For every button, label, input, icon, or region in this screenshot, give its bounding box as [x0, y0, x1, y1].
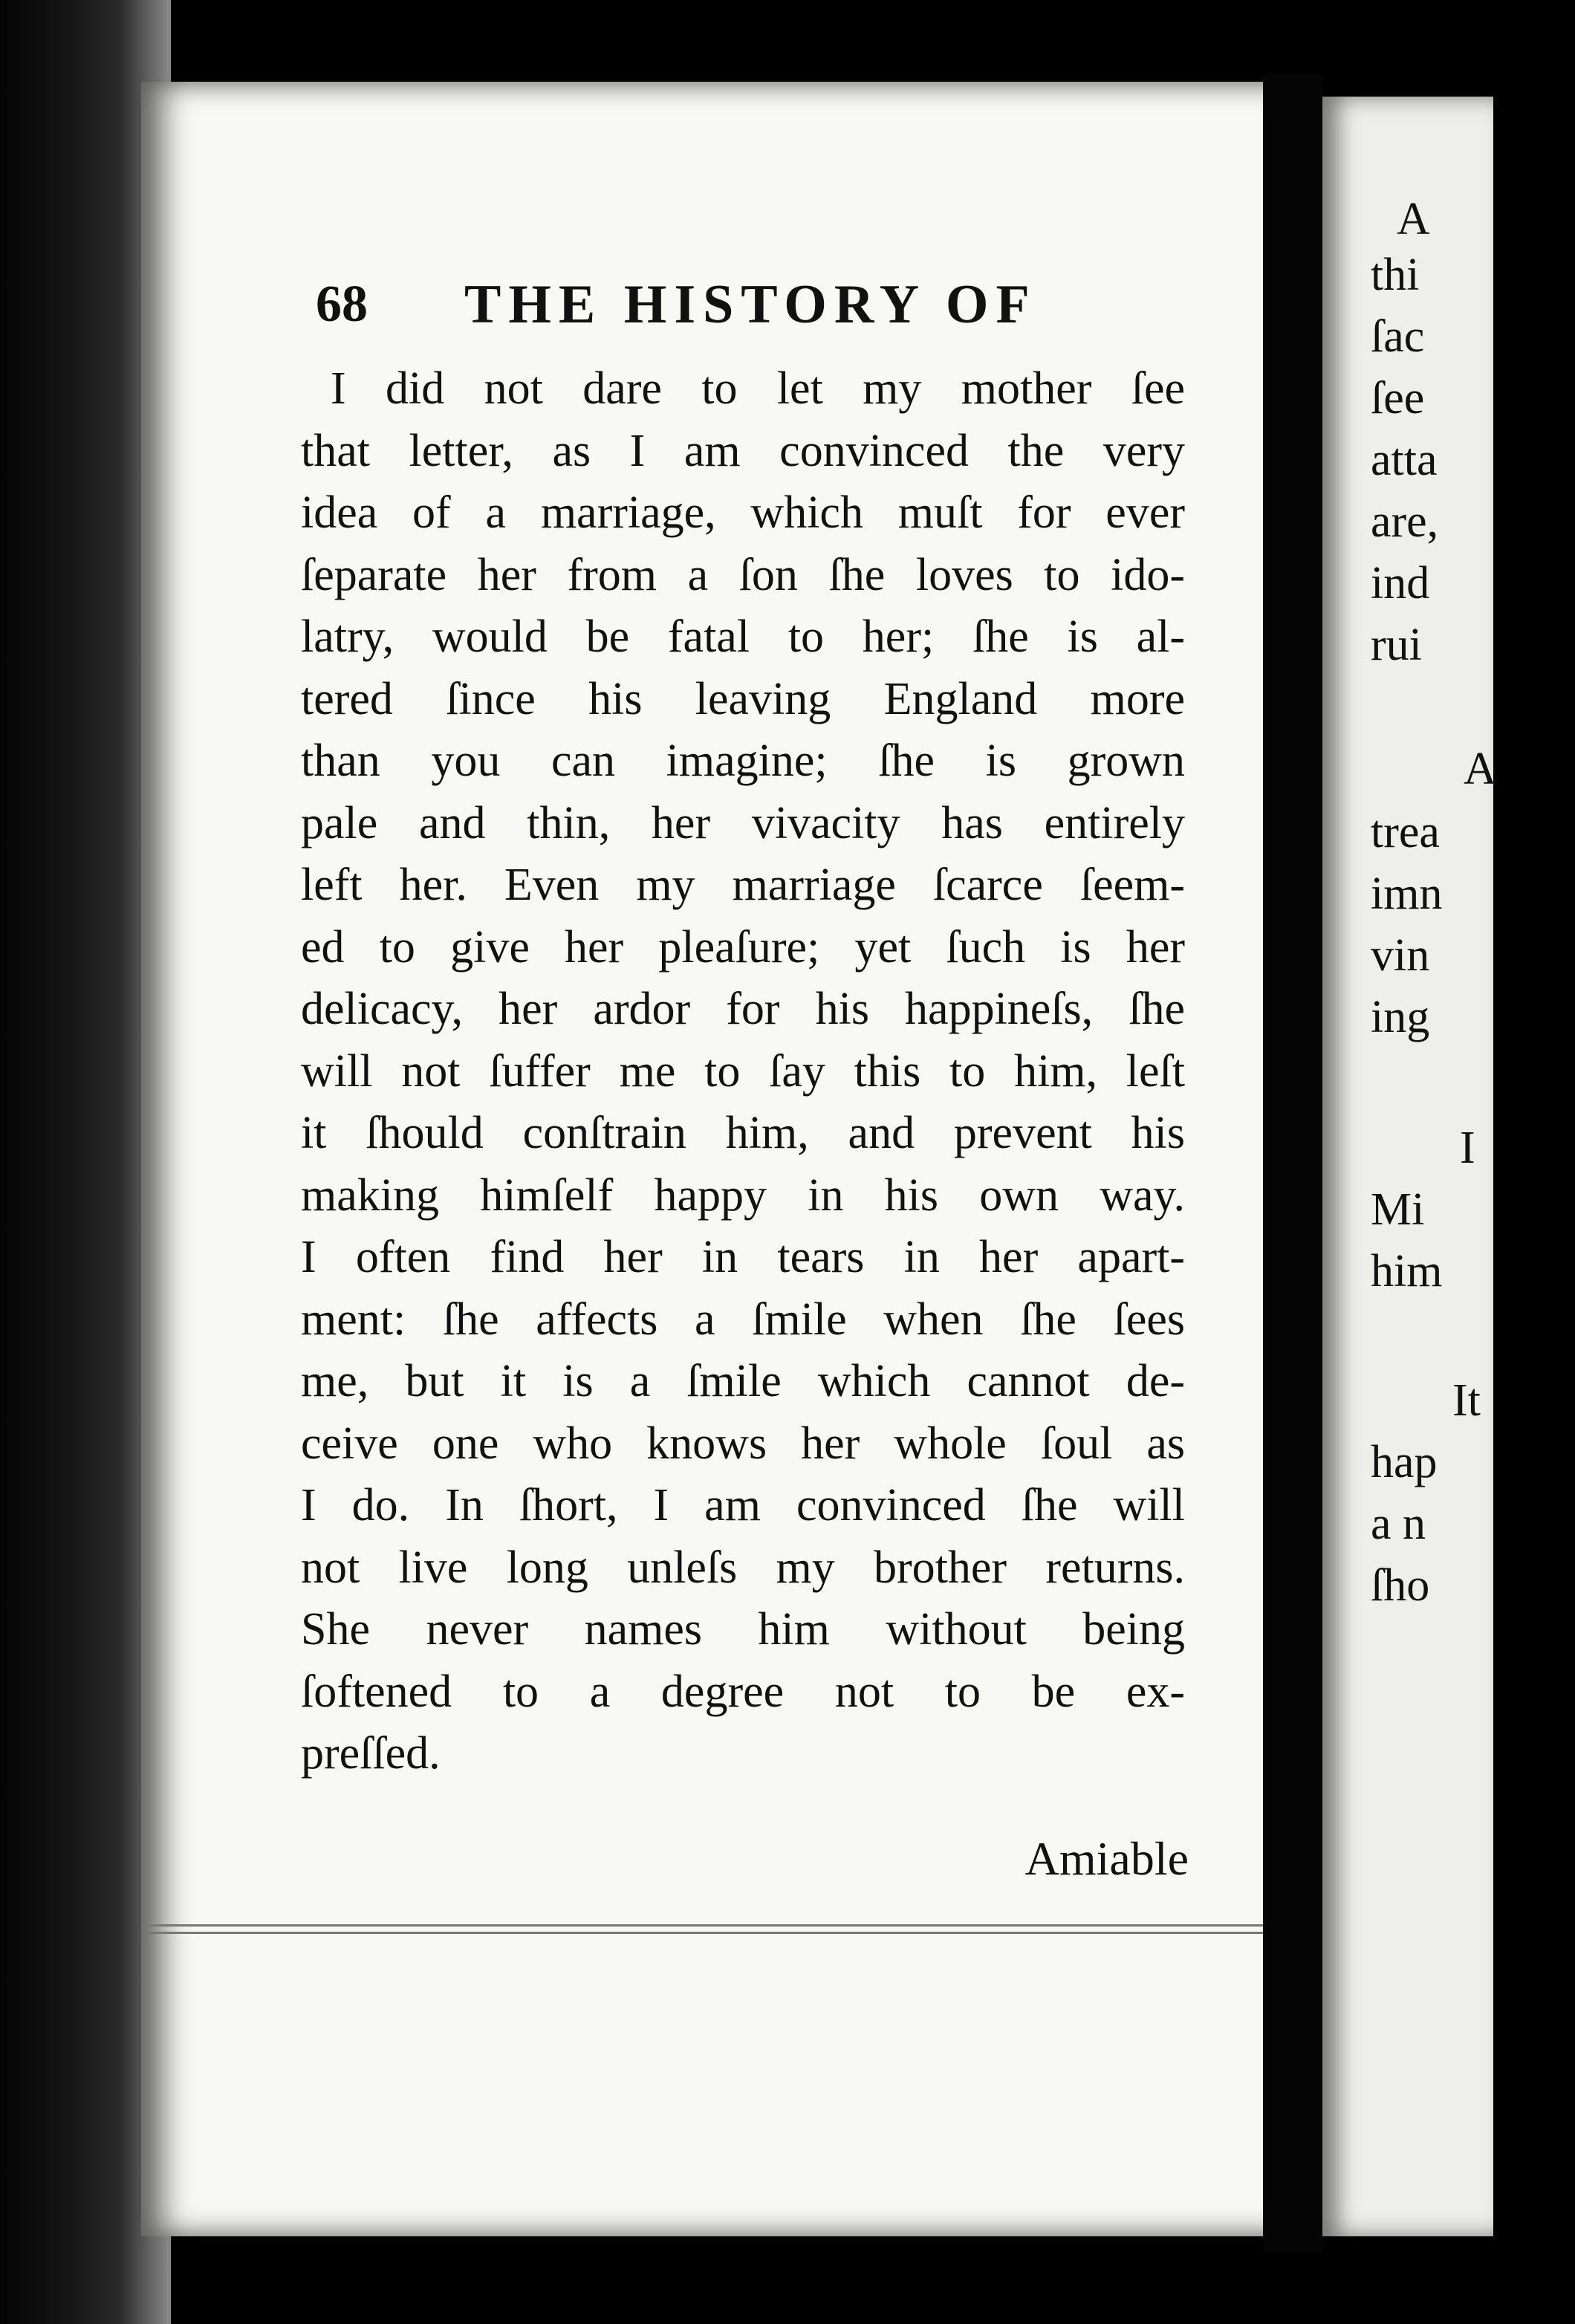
text-line: preſſed.	[301, 1728, 441, 1779]
facing-line: ſho	[1371, 1560, 1430, 1611]
facing-line: atta	[1371, 435, 1438, 485]
text-line: ſoftened to a degree not to be ex-	[301, 1666, 1185, 1717]
facing-line: Mi	[1371, 1184, 1425, 1235]
text-line: latry, would be fatal to her; ſhe is al-	[301, 611, 1185, 662]
facing-line: are,	[1371, 496, 1439, 547]
text-line: She never names him without being	[301, 1604, 1185, 1655]
facing-line: rui	[1371, 620, 1422, 670]
text-line: tered ſince his leaving England more	[301, 673, 1185, 724]
facing-line: ſee	[1371, 373, 1425, 423]
facing-line: A	[1397, 194, 1430, 244]
facing-line: vin	[1371, 930, 1430, 981]
text-line: will not ſuffer me to ſay this to him, leſt	[301, 1045, 1185, 1097]
facing-line: imn	[1371, 869, 1443, 919]
text-line: I often find her in tears in her apart-	[301, 1232, 1185, 1282]
text-line: not live long unleſs my brother returns.	[301, 1542, 1185, 1593]
facing-line: a n	[1371, 1499, 1426, 1549]
text-line: ceive one who knows her whole ſoul as	[301, 1418, 1185, 1469]
text-line: I did not dare to let my mother ſee	[331, 363, 1185, 414]
facing-line: A	[1464, 744, 1497, 794]
facing-line: thi	[1371, 250, 1420, 300]
catchword: Amiable	[1024, 1832, 1189, 1885]
text-line: ment: ſhe affects a ſmile when ſhe ſees	[301, 1294, 1185, 1345]
text-line: idea of a marriage, which muſt for ever	[301, 487, 1185, 538]
facing-line: ing	[1371, 992, 1430, 1042]
text-line: that letter, as I am convinced the very	[301, 425, 1185, 476]
text-line: pale and thin, her vivacity has entirely	[301, 797, 1185, 848]
facing-line: ſac	[1371, 311, 1425, 362]
facing-line: hap	[1371, 1437, 1438, 1487]
text-line: than you can imagine; ſhe is grown	[301, 736, 1185, 786]
facing-line: ind	[1371, 558, 1430, 608]
page-rule	[141, 1924, 1263, 1927]
facing-line: him	[1371, 1246, 1443, 1296]
text-line: making himſelf happy in his own way.	[301, 1169, 1185, 1221]
text-line: it ſhould conſtrain him, and prevent his	[301, 1108, 1185, 1158]
facing-line: It	[1452, 1375, 1481, 1426]
text-line: ed to give her pleaſure; yet ſuch is her	[301, 921, 1185, 973]
page-gutter	[1263, 74, 1322, 2251]
facing-page	[1322, 97, 1497, 2236]
text-line: delicacy, her ardor for his happineſs, ſhe	[301, 984, 1185, 1034]
text-line: ſeparate her from a ſon ſhe loves to ido-	[301, 549, 1185, 600]
book-title: THE HISTORY OF	[464, 274, 1037, 335]
running-head	[171, 267, 1211, 342]
body-text	[301, 358, 1185, 1785]
facing-line: trea	[1371, 807, 1440, 857]
page-rule	[141, 1932, 1263, 1934]
text-line: me, but it is a ſmile which cannot de-	[301, 1356, 1185, 1406]
page-number: 68	[316, 276, 368, 333]
facing-line: I	[1460, 1123, 1475, 1173]
text-line: left her. Even my marriage ſcarce ſeem-	[301, 860, 1185, 910]
text-line: I do. In ſhort, I am convinced ſhe will	[301, 1480, 1185, 1531]
